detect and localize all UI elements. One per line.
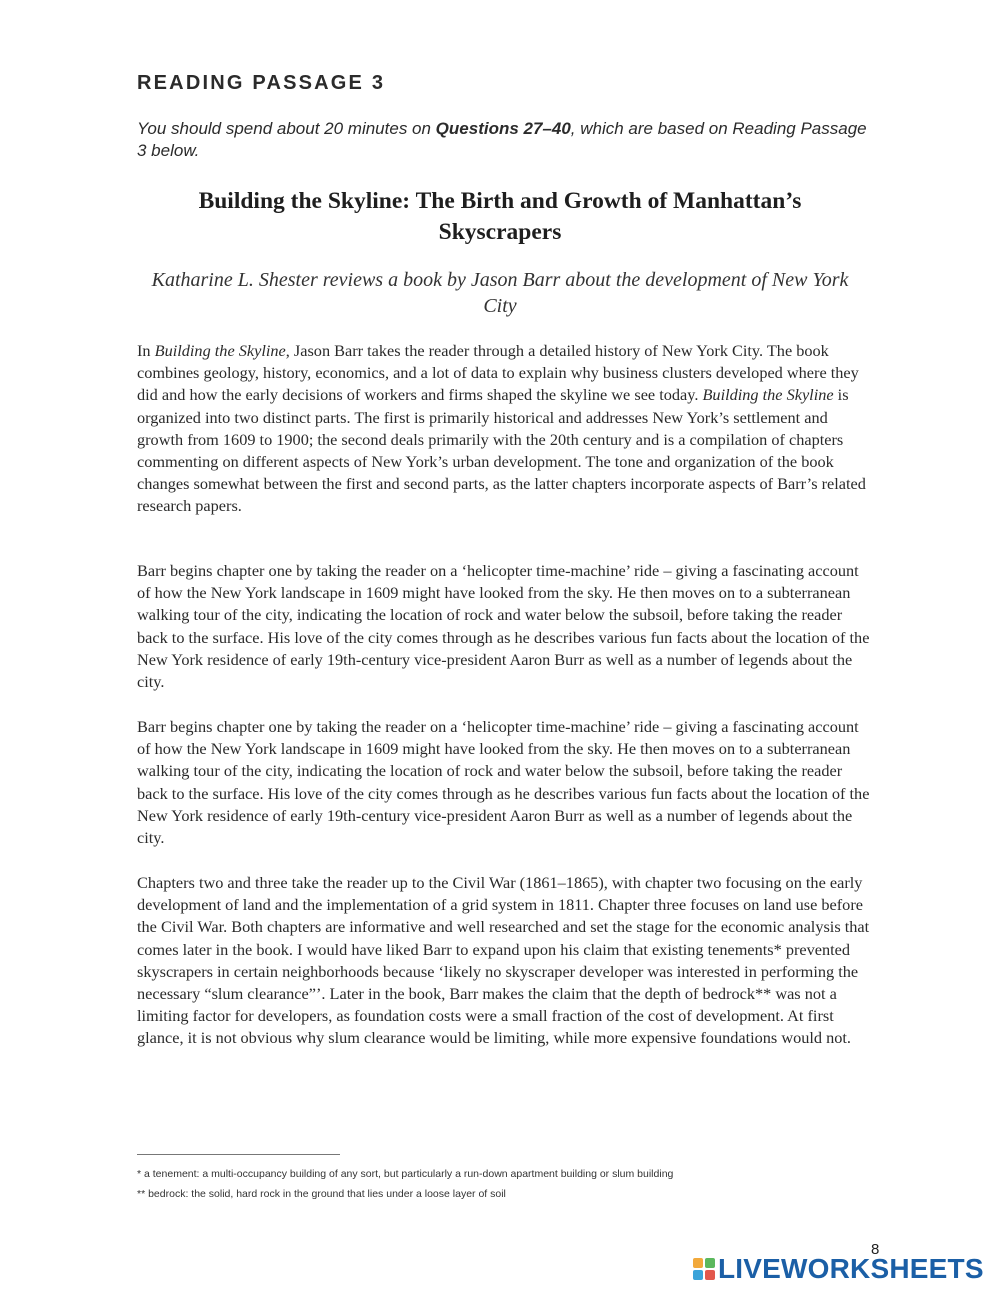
book-title-ref: Building the Skyline xyxy=(154,341,286,360)
article-subtitle: Katharine L. Shester reviews a book by Jason Barr about the development of New York City xyxy=(151,269,849,317)
paragraph-2: Barr begins chapter one by taking the reader on a ‘helicopter time-machine’ ride – giving a fascinating account of how the New York landscape in 1609 might have looked from the sky. He then moves on to a subterranean walking tour of the city, indicating the location of rock and water below the subsoil, before taking the reader back to the surface. His love of the city comes through as he describes various fun facts about the location of the New York residence of early 19th-century vice-president Aaron Burr as well as a number of legends about the city. xyxy=(137,561,870,692)
instructions-questions: Questions 27–40 xyxy=(435,119,571,138)
page-number: 8 xyxy=(871,1241,880,1258)
logo-square-icon xyxy=(705,1258,715,1268)
instructions-text-end: , which are based on Reading Passage 3 below. xyxy=(137,119,867,160)
logo-square-icon xyxy=(705,1270,715,1280)
logo-square-icon xyxy=(693,1258,703,1268)
section-heading: READING PASSAGE 3 xyxy=(137,72,386,94)
footnote-tenement: * a tenement: a multi-occupancy building of any sort, but particularly a run-down apartment building or slum building xyxy=(137,1168,674,1180)
paragraph-4: Chapters two and three take the reader up to the Civil War (1861–1865), with chapter two focusing on the early development of land and the implementation of a grid system in 1811. Chapter three focuses on land use before the Civil War. Both chapters are informative and well researched and set the stage for the economic analysis that comes later in the book. I would have liked Barr to expand upon his claim that existing tenements* prevented skyscrapers in certain neighborhoods because ‘likely no skyscraper developer was interested in performing the necessary “slum clearance”’. Later in the book, Barr makes the claim that the depth of bedrock** was not a limiting factor for developers, as foundation costs were a small fraction of the cost of development. At first glance, it is not obvious why slum clearance would be limiting, while more expensive foundations would not. xyxy=(137,873,870,1048)
instructions-text: You should spend about 20 minutes on xyxy=(137,119,436,138)
instructions xyxy=(137,118,867,162)
p1-text-a: In xyxy=(137,341,155,360)
paragraph-3: Barr begins chapter one by taking the reader on a ‘helicopter time-machine’ ride – giving a fascinating account of how the New York landscape in 1609 might have looked from the sky. He then moves on to a subterranean walking tour of the city, indicating the location of rock and water below the subsoil, before taking the reader back to the surface. His love of the city comes through as he describes various fun facts about the location of the New York residence of early 19th-century vice-president Aaron Burr as well as a number of legends about the city. xyxy=(137,717,870,848)
p1-text-e: is organized into two distinct parts. The first is primarily historical and addresses New York’s settlement and growth from 1609 to 1900; the second deals primarily with the 20th century and is a compilation of chapters commenting on different aspects of New York’s urban development. The tone and organization of the book changes somewhat between the first and second parts, as the latter chapters incorporate aspects of Barr’s related research papers. xyxy=(137,385,866,516)
logo-square-icon xyxy=(693,1270,703,1280)
liveworksheets-brand[interactable] xyxy=(693,1254,984,1284)
paragraph-1 xyxy=(137,340,872,518)
liveworksheets-logo-icon xyxy=(693,1258,715,1280)
footnote-divider xyxy=(137,1154,340,1155)
brand-wordmark: LIVEWORKSHEETS xyxy=(718,1253,984,1284)
book-title-ref: Building the Skyline xyxy=(702,385,834,405)
footnote-bedrock: ** bedrock: the solid, hard rock in the ground that lies under a loose layer of soil xyxy=(137,1188,506,1200)
p1-text-c: , Jason Barr takes the reader through a detailed history of New York City. The book combines geology, history, economics, and a lot of data to explain why business clusters developed where they did and how the early decisions of workers and firms shaped the skyline we see today. xyxy=(137,341,859,405)
article-title: Building the Skyline: The Birth and Growth of Manhattan’s Skyscrapers xyxy=(198,188,802,245)
